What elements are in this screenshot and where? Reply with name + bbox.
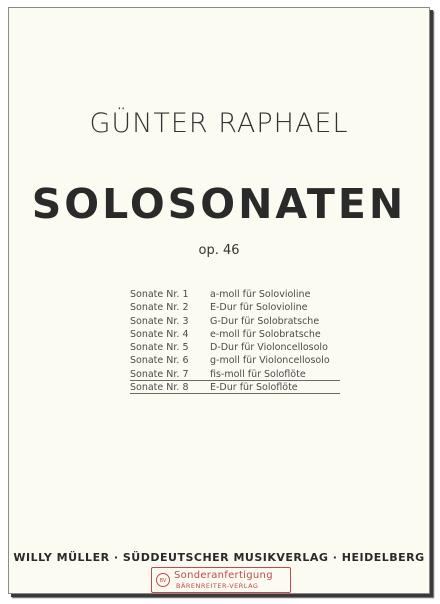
sonata-item-5 <box>130 341 340 354</box>
work-title: SOLOSONATEN <box>31 180 407 228</box>
sonata-number: Sonate Nr. 5 <box>130 342 189 354</box>
sonata-description: fis-moll für Soloflöte <box>210 368 306 380</box>
sonata-description: a-moll für Solovioline <box>210 289 311 300</box>
sonata-item-4 <box>130 328 340 341</box>
sonata-item-1 <box>130 288 340 301</box>
publisher-imprint: WILLY MÜLLER · SÜDDEUTSCHER MUSIKVERLAG · HEIDELBERG <box>13 551 425 564</box>
sonata-number: Sonate Nr. 8 <box>130 382 189 394</box>
sonata-number: Sonate Nr. 4 <box>130 328 189 340</box>
sonata-item-6 <box>130 354 340 367</box>
sonata-item-8 <box>130 381 340 394</box>
sonata-list <box>130 288 340 394</box>
sonata-number: Sonate Nr. 7 <box>130 368 189 380</box>
publisher-stamp <box>151 567 291 593</box>
sonata-number: Sonate Nr. 3 <box>130 315 189 327</box>
bear-logo-icon: BV <box>156 573 170 587</box>
sonata-description: D-Dur für Violoncellosolo <box>210 342 328 354</box>
opus-number: op. 46 <box>198 243 240 258</box>
sonata-description: E-Dur für Soloflöte <box>210 382 298 394</box>
sonata-item-7 <box>130 368 340 381</box>
composer-name: GÜNTER RAPHAEL <box>89 108 349 139</box>
sonata-description: G-Dur für Solobratsche <box>210 315 320 327</box>
score-cover-page <box>8 7 430 594</box>
stamp-line-1: Sonderanfertigung <box>174 570 273 581</box>
sonata-description: g-moll für Violoncellosolo <box>210 355 330 367</box>
sonata-number: Sonate Nr. 2 <box>130 302 189 314</box>
sonata-description: E-Dur für Solovioline <box>210 302 308 314</box>
stamp-line-2: BÄRENREITER-VERLAG <box>176 582 259 590</box>
sonata-description: e-moll für Solobratsche <box>210 328 321 340</box>
sonata-item-3 <box>130 315 340 328</box>
sonata-number: Sonate Nr. 1 <box>130 289 189 300</box>
sonata-item-2 <box>130 301 340 314</box>
sonata-number: Sonate Nr. 6 <box>130 355 189 367</box>
